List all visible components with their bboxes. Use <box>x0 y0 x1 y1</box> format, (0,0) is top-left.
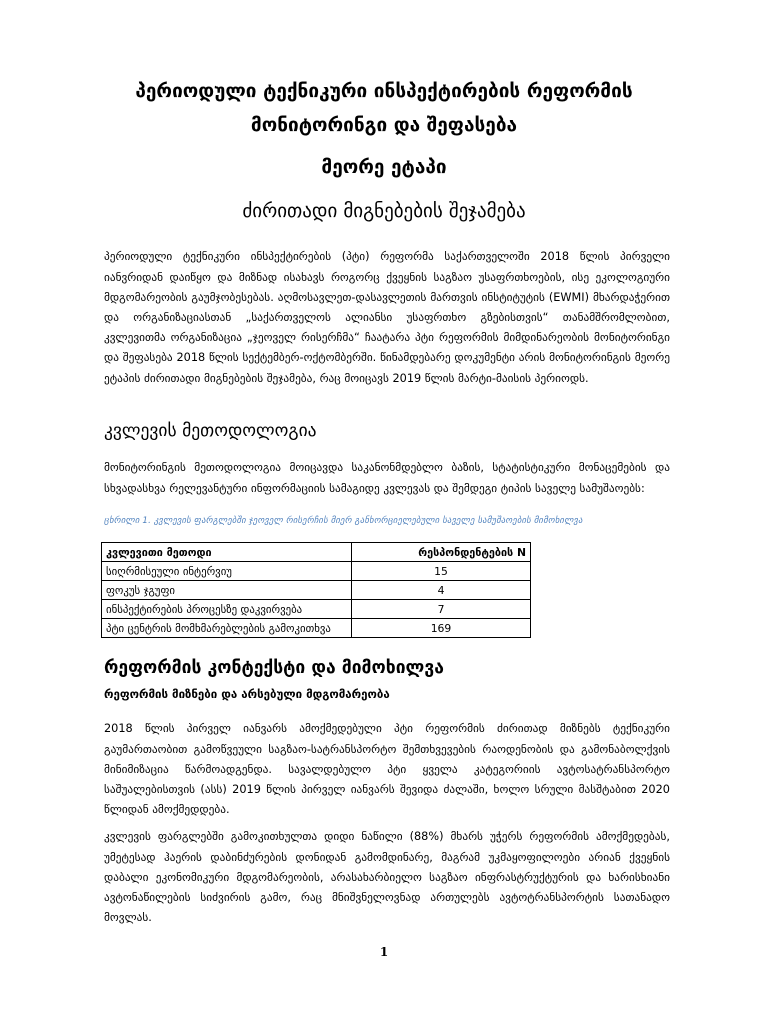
table-cell-count: 4 <box>352 581 531 600</box>
methodology-paragraph: მონიტორინგის მეთოდოლოგია მოიცავდა საკანონმდებლო ბაზის, სტატისტიკური მონაცემების და სხვადასხვა რელევანტური ინფორმაციის სამაგიდე კვლევას და შემდეგი ტიპის საველე სამუშაოებს: <box>104 461 670 495</box>
table-cell-method: სიღრმისეული ინტერვიუ <box>102 562 352 581</box>
table-header-respondents: რესპონდენტების N <box>352 543 531 562</box>
table-row <box>102 600 531 619</box>
table-cell-method: ინსპექტირების პროცესზე დაკვირვება <box>102 600 352 619</box>
table-cell-count: 15 <box>352 562 531 581</box>
table-header-method: კვლევითი მეთოდი <box>102 543 352 562</box>
document-title-line1: პერიოდული ტექნიკური ინსპექტირების რეფორმის <box>135 80 633 102</box>
methodology-heading: კვლევის მეთოდოლოგია <box>104 421 317 441</box>
document-subtitle: ძირითადი მიგნებების შეჯამება <box>242 200 526 222</box>
context-paragraph-2: კვლევის ფარგლებში გამოკითხულთა დიდი ნაწილი (88%) მხარს უჭერს რეფორმის ამოქმედებას, უმეტესად ჰაერის დაბინძურების დონიდან გამომდინარე, მაგრამ უკმაყოფილოები არიან ქვეყნის დაბალი ეკონომიკური მდგომარეობის, არასახარბიელო საგზაო ინფრასტრუქტურის და ხარისხიანი ავტონაწილების სიძვირის გამო, რაც მნიშვნელოვნად ართულებს ავტოტრანსპორტის სათანადო მოვლას. <box>104 830 670 925</box>
document-title-line2: მონიტორინგი და შეფასება <box>250 114 518 136</box>
methods-table <box>101 542 531 638</box>
table-row <box>102 562 531 581</box>
table-cell-count: 169 <box>352 619 531 638</box>
table-header-row <box>102 543 531 562</box>
page-number: 1 <box>379 945 389 959</box>
intro-paragraph: პერიოდული ტექნიკური ინსპექტირების (პტი) რეფორმა საქართველოში 2018 წლის პირველი იანვრიდან დაიწყო და მიზნად ისახავს როგორც ქვეყნის საგზაო უსაფრთხოების, ისე ეკოლოგიური მდგომარეობის გაუმჯობესებას. აღმოსავლეთ-დასავლეთის მართვის ინსტიტუტის (EWMI) მხარდაჭერით და ორგანიზაციასთან „საქართველოს ალიანსი უსაფრთხო გზებისთვის“ თანამშრომლობით, კვლევითმა ორგანიზაცია „ჯეოველ რისერჩმა“ ჩაატარა პტი რეფორმის მიმდინარეობის მონიტორინგი და შეფასება 2018 წლის სექტემბერ-ოქტომბერში. წინამდებარე დოკუმენტი არის მონიტორინგის მეორე ეტაპის ძირითადი მიგნებების შეჯამება, რაც მოიცავს 2019 წლის მარტი-მაისის პერიოდს. <box>104 250 670 385</box>
table-cell-count: 7 <box>352 600 531 619</box>
table-caption: ცხრილი 1. კვლევის ფარგლებში ჯეოველ რისერჩის მიერ განხორციელებული საველე სამუშაოების მიმოხილვა <box>104 516 583 526</box>
table-cell-method: ფოკუს ჯგუფი <box>102 581 352 600</box>
table-cell-method: პტი ცენტრის მომხმარებლების გამოკითხვა <box>102 619 352 638</box>
context-heading: რეფორმის კონტექსტი და მიმოხილვა <box>104 658 444 678</box>
table-row <box>102 581 531 600</box>
table-row <box>102 619 531 638</box>
context-paragraph-1: 2018 წლის პირველ იანვარს ამოქმედებული პტი რეფორმის ძირითად მიზნებს ტექნიკური გაუმართაობით გამოწვეული საგზაო-სატრანსპორტო შემთხვევების რაოდენობის და გამონაბოლქვის მინიმიზაცია წარმოადგენდა. სავალდებულო პტი ყველა კატეგორიის ავტოსატრანსპორტო საშუალებისთვის (ასს) 2019 წლის პირველ იანვარს შევიდა ძალაში, ხოლო სრული მასშტაბით 2020 წლიდან ამოქმედდება. <box>104 722 670 817</box>
stage-title: მეორე ეტაპი <box>321 156 447 178</box>
context-subheading: რეფორმის მიზნები და არსებული მდგომარეობა <box>104 687 390 701</box>
